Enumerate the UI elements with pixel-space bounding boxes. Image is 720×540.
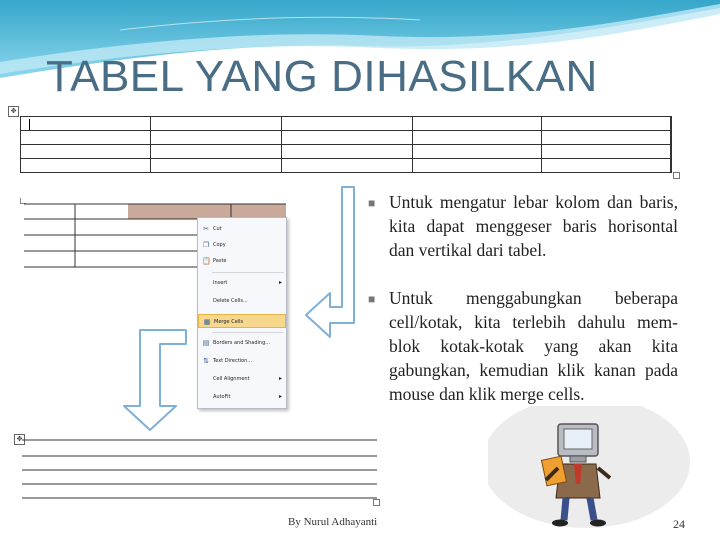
menu-item-paste[interactable]: 📋 Paste [202,257,227,265]
page-number: 24 [673,517,685,531]
bullet-marker: ■ [368,196,376,210]
bullet-text-1: Untuk mengatur lebar kolom dan baris, kita dapat menggeser baris horisontal dan vertikal dari tabel. [389,192,678,260]
submenu-arrow-icon: ▸ [278,393,282,400]
slide-title: TABEL YANG DIHASILKAN [46,52,598,101]
text-direction-icon: ⇅ [203,357,209,365]
menu-item-insert[interactable]: Insert ▸ [198,276,286,290]
table-row [21,117,672,131]
move-cross-icon[interactable]: ✥ [8,106,19,117]
footer-author: By Nurul Adhayanti [288,516,378,528]
arrow-to-menu [300,185,360,345]
borders-icon: ▤ [202,339,210,347]
bullet-text-2: Untuk menggabungkan beberapa cell/kotak, kita terlebih dahulu mem-blok kotak-kotak yang akan kita gabungkan, kemudian klik kanan pada mouse dan klik merge cells. [389,288,678,404]
scissors-icon: ✂ [203,225,209,233]
submenu-arrow-icon: ▸ [278,279,282,286]
menu-item-cell-alignment[interactable]: Cell Alignment ▸ [198,372,286,386]
menu-item-cut[interactable]: ✂ Cut [203,225,222,233]
menu-item-delete-cells[interactable]: Delete Cells... [213,298,248,304]
merge-cells-icon: ▦ [203,318,211,326]
resize-square-icon[interactable] [373,499,380,506]
resize-square-icon[interactable] [673,172,680,179]
paste-icon: 📋 [202,257,211,265]
context-menu[interactable] [197,217,287,409]
menu-item-merge-cells[interactable]: ▦ Merge Cells [198,314,286,328]
menu-separator [212,332,284,333]
copy-icon: ❐ [202,241,210,249]
submenu-arrow-icon: ▸ [278,375,282,382]
menu-item-text-direction[interactable]: ⇅ Text Direction... [203,357,253,365]
table-row [21,145,672,159]
menu-item-autofit[interactable]: AutoFit ▸ [198,390,286,404]
menu-separator [212,272,284,273]
table-row [21,131,672,145]
arrow-to-result-table [118,328,190,432]
top-table[interactable] [20,116,672,173]
table-row [21,159,672,173]
menu-item-borders-shading[interactable]: ▤ Borders and Shading... [202,339,271,347]
computer-person-clipart [488,406,698,534]
move-cross-icon[interactable]: ✥ [14,434,25,445]
bullet-marker: ■ [368,292,376,306]
menu-item-copy[interactable]: ❐ Copy [202,241,226,249]
result-table[interactable] [20,436,380,506]
